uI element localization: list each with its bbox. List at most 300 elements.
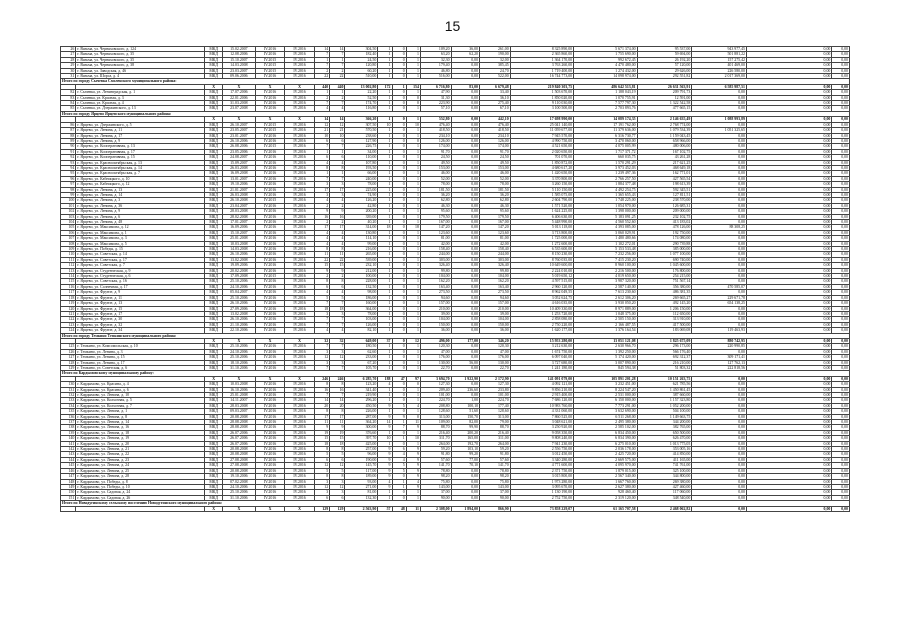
table-cell: 0 bbox=[406, 95, 420, 100]
table-cell: г. Ярцево, ул. Кооперативная, д. 13 bbox=[76, 144, 205, 149]
table-cell: 0,00 bbox=[747, 468, 832, 473]
table-cell: 167 102,75 bbox=[637, 149, 692, 154]
table-cell: 98,20 bbox=[420, 474, 451, 479]
table-cell: 4 bbox=[378, 479, 392, 484]
table-cell: 1 bbox=[378, 182, 392, 187]
table-cell: IV.2016 bbox=[285, 322, 315, 327]
table-cell: 1 bbox=[406, 106, 420, 111]
table-cell: 486 381,35 bbox=[637, 290, 692, 295]
table-cell: IV.2016 bbox=[255, 90, 285, 95]
table-cell: 244,00 bbox=[420, 252, 451, 257]
table-cell: 1 667 760,00 bbox=[574, 479, 637, 484]
table-cell: 1 bbox=[406, 133, 420, 138]
table-cell: г. Ярцево, ул. Ленина, д. 6 bbox=[76, 214, 205, 219]
table-cell: IV.2016 bbox=[255, 398, 285, 403]
table-cell: МКД bbox=[205, 420, 223, 425]
table-cell: 2 bbox=[314, 274, 329, 279]
table-cell: 2 960 120,00 bbox=[510, 284, 573, 289]
table-cell: г. Ярцево, ул. Студенческая, д. 9 bbox=[76, 268, 205, 273]
table-cell: 126,00 bbox=[345, 322, 378, 327]
table-cell: 0,00 bbox=[451, 349, 479, 354]
table-cell: 3 727 680,00 bbox=[510, 360, 573, 365]
table-cell: МКД bbox=[205, 268, 223, 273]
table-cell: 234,10 bbox=[480, 133, 511, 138]
table-cell: 4 393 085,00 bbox=[574, 225, 637, 230]
table-cell: 1 bbox=[378, 365, 392, 370]
table-cell: IV.2016 bbox=[255, 387, 285, 392]
table-cell: 17.09.2008 bbox=[222, 274, 255, 279]
table-cell: 24,50 bbox=[480, 155, 511, 160]
table-cell: IV.2016 bbox=[255, 365, 285, 370]
table-cell: 2 587 140,00 bbox=[574, 284, 637, 289]
table-cell: МКД bbox=[205, 106, 223, 111]
table-cell: 1 755 690,00 bbox=[574, 52, 637, 57]
table-cell: 0,00 bbox=[747, 90, 832, 95]
table-cell: IV.2016 bbox=[255, 403, 285, 408]
table-cell: 0,00 bbox=[832, 495, 850, 500]
table-cell: 176,00 bbox=[420, 355, 451, 360]
table-cell: 140 bbox=[61, 436, 76, 441]
table-cell: 62,20 bbox=[451, 52, 479, 57]
table-cell: 0,00 bbox=[747, 301, 832, 306]
table-cell: 1 879 015,00 bbox=[574, 468, 637, 473]
table-cell: 12 bbox=[314, 122, 329, 127]
table-cell: 0,00 bbox=[832, 349, 850, 354]
table-cell: МКД bbox=[205, 241, 223, 246]
table-cell: 0,00 bbox=[832, 165, 850, 170]
table-cell: 120 bbox=[61, 306, 76, 311]
table-cell: 0,00 bbox=[451, 490, 479, 495]
table-cell: 1 bbox=[406, 257, 420, 262]
table-cell: 480 006,00 bbox=[637, 144, 692, 149]
table-cell: 6 bbox=[392, 447, 406, 452]
table-cell: 0 bbox=[392, 317, 406, 322]
table-cell: 84 bbox=[61, 101, 76, 106]
table-cell: IV.2016 bbox=[255, 225, 285, 230]
table-cell: 0,00 bbox=[832, 301, 850, 306]
table-cell: 1 bbox=[406, 263, 420, 268]
table-cell: 0 bbox=[392, 355, 406, 360]
table-cell: 3 bbox=[314, 360, 329, 365]
table-cell: 0,00 bbox=[747, 247, 832, 252]
table-cell: г. Ярцево, ул. Фрунзе, д. 34 bbox=[76, 328, 205, 333]
table-cell: 7 bbox=[330, 365, 345, 370]
table-cell: 0,00 bbox=[832, 393, 850, 398]
table-cell: IV.2015 bbox=[255, 128, 285, 133]
table-cell: 0,00 bbox=[692, 349, 747, 354]
table-cell: 2 495 380,00 bbox=[574, 420, 637, 425]
table-cell: IV.2016 bbox=[255, 495, 285, 500]
table-cell: 9 bbox=[378, 447, 392, 452]
table-cell: 10.03.2008 bbox=[222, 382, 255, 387]
table-cell: 5 110 150,00 bbox=[510, 187, 573, 192]
table-cell: 0,00 bbox=[747, 317, 832, 322]
table-cell: 157,00 bbox=[420, 301, 451, 306]
table-cell: 0,00 bbox=[451, 263, 479, 268]
table-cell: 180,50 bbox=[345, 344, 378, 349]
table-cell: 17 191 762,00 bbox=[574, 122, 637, 127]
table-cell: 0,00 bbox=[747, 398, 832, 403]
table-cell: 1 bbox=[378, 106, 392, 111]
table-cell: 0,00 bbox=[747, 252, 832, 257]
table-cell: 130,00 bbox=[480, 360, 511, 365]
table-cell: 6 097 040,00 bbox=[510, 355, 573, 360]
table-cell: 75,80 bbox=[480, 479, 511, 484]
table-cell: 28 bbox=[61, 57, 76, 62]
table-cell: 37 bbox=[378, 338, 392, 343]
table-cell: 31 bbox=[61, 74, 76, 79]
table-cell: IV.2016 bbox=[255, 220, 285, 225]
table-cell: 9 bbox=[378, 414, 392, 419]
table-cell: 4 bbox=[314, 236, 329, 241]
table-cell: г. Ярцево, ул. Кооперативная, д. 17 bbox=[76, 149, 205, 154]
table-cell: IV.2016 bbox=[255, 479, 285, 484]
table-cell: 19.10.2006 bbox=[222, 474, 255, 479]
table-cell: 2 563,90 bbox=[345, 506, 378, 511]
table-cell: 1 bbox=[378, 311, 392, 316]
table-cell: 104,00 bbox=[420, 317, 451, 322]
table-cell: 0 bbox=[392, 122, 406, 127]
table-cell: 0,00 bbox=[692, 252, 747, 257]
table-cell: 0,00 bbox=[451, 133, 479, 138]
table-cell: 6 bbox=[314, 457, 329, 462]
table-cell: 78,00 bbox=[480, 182, 511, 187]
table-cell: 146 bbox=[61, 468, 76, 473]
table-cell: 1 bbox=[378, 241, 392, 246]
table-cell: 57,60 bbox=[480, 457, 511, 462]
table-cell: 81,00 bbox=[345, 490, 378, 495]
table-cell: 14 bbox=[314, 117, 329, 122]
table-cell: 2 766 257,50 bbox=[574, 176, 637, 181]
table-cell: 3 bbox=[330, 479, 345, 484]
table-cell: 1 bbox=[378, 268, 392, 273]
table-cell: IV.2016 bbox=[255, 187, 285, 192]
table-cell: 0 bbox=[392, 160, 406, 165]
table-cell: 1 bbox=[378, 355, 392, 360]
table-cell: 22.01.2006 bbox=[222, 95, 255, 100]
table-cell: 1 bbox=[406, 355, 420, 360]
table-cell: 0,00 bbox=[747, 192, 832, 197]
table-cell: 9 bbox=[378, 403, 392, 408]
table-cell: 117 bbox=[61, 290, 76, 295]
table-cell: 0,00 bbox=[692, 203, 747, 208]
table-cell: 28.08.2008 bbox=[222, 420, 255, 425]
table-cell: 10 bbox=[378, 122, 392, 127]
table-cell: 0,00 bbox=[692, 457, 747, 462]
table-cell: г. Сычевка, ул. Красная, д. 4 bbox=[76, 101, 205, 106]
table-cell: IV.2016 bbox=[285, 198, 315, 203]
table-cell: 106 bbox=[61, 230, 76, 235]
table-cell: 0,00 bbox=[832, 311, 850, 316]
table-cell: 4 bbox=[314, 241, 329, 246]
table-cell: 1 bbox=[406, 398, 420, 403]
table-cell: 47,00 bbox=[420, 349, 451, 354]
table-cell: 219 840 303,75 bbox=[510, 84, 573, 89]
table-cell: 0,00 bbox=[747, 176, 832, 181]
table-cell: 95 537,00 bbox=[637, 47, 692, 52]
table-cell: 0,00 bbox=[832, 403, 850, 408]
table-cell: 2 371 750,00 bbox=[510, 468, 573, 473]
table-cell: 4 bbox=[330, 236, 345, 241]
table-cell: X bbox=[205, 84, 223, 89]
table-cell: 6 bbox=[330, 155, 345, 160]
table-cell: 78,80 bbox=[420, 468, 451, 473]
table-cell: 1 bbox=[378, 279, 392, 284]
table-cell: 0,00 bbox=[451, 382, 479, 387]
table-cell: г. Ярцево, ул. Студенческая, д. 6 bbox=[76, 274, 205, 279]
table-cell: 27.08.2008 bbox=[222, 457, 255, 462]
table-cell: 1 bbox=[406, 74, 420, 79]
table-cell: 1 bbox=[406, 301, 420, 306]
table-cell: 510,00 bbox=[345, 74, 378, 79]
table-cell: 22.10.2006 bbox=[222, 328, 255, 333]
table-cell: 16.09.2006 bbox=[222, 225, 255, 230]
table-cell: 101,00 bbox=[480, 393, 511, 398]
table-cell: 0,00 bbox=[747, 447, 832, 452]
table-cell: 6 834 450,00 bbox=[574, 430, 637, 435]
table-cell: 233,80 bbox=[480, 387, 511, 392]
table-cell: г. Ярцево, ул. Дзержинского, д. 5 bbox=[76, 122, 205, 127]
table-cell: 0,00 bbox=[692, 192, 747, 197]
table-cell: 39,00 bbox=[480, 311, 511, 316]
table-cell: 5 bbox=[314, 452, 329, 457]
table-cell: 0,00 bbox=[451, 317, 479, 322]
table-cell: IV.2016 bbox=[285, 47, 315, 52]
table-cell: 1 bbox=[406, 306, 420, 311]
table-cell: 24.10.2006 bbox=[222, 349, 255, 354]
table-cell: 3 bbox=[330, 182, 345, 187]
table-cell: 1 159 043,45 bbox=[637, 133, 692, 138]
table-cell: 7 bbox=[330, 52, 345, 57]
table-cell: 1 bbox=[406, 198, 420, 203]
table-cell: 0,00 bbox=[747, 414, 832, 419]
table-cell: 16 bbox=[330, 214, 345, 219]
table-cell: 0,00 bbox=[832, 290, 850, 295]
table-cell: X bbox=[285, 376, 315, 381]
table-cell: 150 bbox=[61, 490, 76, 495]
table-cell: 8 bbox=[330, 382, 345, 387]
table-cell: 442,10 bbox=[480, 117, 511, 122]
table-cell: 174,00 bbox=[420, 144, 451, 149]
table-cell: МКД bbox=[205, 122, 223, 127]
table-cell: X bbox=[255, 376, 285, 381]
table-cell: X bbox=[255, 338, 285, 343]
table-cell: 8 bbox=[314, 279, 329, 284]
table-cell: 05.04.2007 bbox=[222, 290, 255, 295]
table-cell: 150,00 bbox=[480, 322, 511, 327]
table-cell: 264,00 bbox=[480, 441, 511, 446]
table-cell: 115 bbox=[61, 279, 76, 284]
table-cell: 0,00 bbox=[747, 360, 832, 365]
table-cell: 1 bbox=[406, 220, 420, 225]
table-cell: 246 bbox=[314, 376, 329, 381]
table-cell: 1 bbox=[378, 349, 392, 354]
table-cell: 0,00 bbox=[832, 160, 850, 165]
table-cell: 141 091 079,00 bbox=[510, 376, 573, 381]
table-cell: 158,40 bbox=[420, 247, 451, 252]
table-cell: 25.10.2006 bbox=[222, 295, 255, 300]
table-cell: 313,00 bbox=[420, 414, 451, 419]
table-cell: 0 bbox=[392, 63, 406, 68]
table-cell: 0,00 bbox=[692, 182, 747, 187]
table-cell: г. Темкино, ул. Ленина, д. 17 bbox=[76, 360, 205, 365]
table-cell: 107 bbox=[61, 236, 76, 241]
table-cell: 81,00 bbox=[480, 236, 511, 241]
table-cell: 0,00 bbox=[451, 274, 479, 279]
table-cell: МКД bbox=[205, 63, 223, 68]
table-cell: г. Ярцево, ул. Советская, д. 16 bbox=[76, 279, 205, 284]
table-cell: г. Кардымово, ул. Садовая, д. 26 bbox=[76, 495, 205, 500]
table-cell: 3 100 500,00 bbox=[510, 106, 573, 111]
table-cell: 226,75 bbox=[345, 144, 378, 149]
table-cell: 190,00 bbox=[480, 52, 511, 57]
table-cell: 1 bbox=[406, 268, 420, 273]
table-cell: 1 bbox=[406, 68, 420, 73]
table-cell: IV.2016 bbox=[255, 430, 285, 435]
table-cell: 12 bbox=[406, 338, 420, 343]
table-cell: 0,00 bbox=[747, 52, 832, 57]
table-cell: IV.2016 bbox=[285, 279, 315, 284]
table-cell: 516,00 bbox=[420, 74, 451, 79]
table-cell: IV.2016 bbox=[255, 149, 285, 154]
table-cell: 0,00 bbox=[747, 441, 832, 446]
table-cell: 0,00 bbox=[747, 268, 832, 273]
table-cell: 18 bbox=[378, 225, 392, 230]
table-cell: 228,00 bbox=[345, 279, 378, 284]
table-cell: 23.03.2007 bbox=[222, 68, 255, 73]
table-cell: 0,00 bbox=[832, 52, 850, 57]
table-cell: 82 bbox=[61, 90, 76, 95]
table-cell: 4 bbox=[314, 160, 329, 165]
table-cell: 92 bbox=[61, 155, 76, 160]
table-cell: 8 bbox=[330, 279, 345, 284]
table-cell: МКД bbox=[205, 165, 223, 170]
table-cell: 1 571 520,00 bbox=[510, 203, 573, 208]
table-cell: 32,30 bbox=[420, 57, 451, 62]
table-cell: 28.08.2008 bbox=[222, 425, 255, 430]
table-cell: 176,00 bbox=[480, 355, 511, 360]
table-cell: 109 bbox=[61, 247, 76, 252]
table-cell: 11 bbox=[314, 420, 329, 425]
table-cell: 344 800,00 bbox=[637, 474, 692, 479]
table-cell: 1 bbox=[406, 295, 420, 300]
table-cell: 0,00 bbox=[692, 430, 747, 435]
table-cell: 0,00 bbox=[832, 84, 850, 89]
table-cell: 1 bbox=[378, 490, 392, 495]
table-cell: 2 172,90 bbox=[480, 376, 511, 381]
table-cell: 95 bbox=[61, 171, 76, 176]
table-cell: 130,00 bbox=[420, 360, 451, 365]
table-cell: 31.03.2008 bbox=[222, 101, 255, 106]
table-cell: 269 380,00 bbox=[637, 479, 692, 484]
table-cell: IV.2016 bbox=[285, 452, 315, 457]
table-cell: 1 bbox=[406, 430, 420, 435]
table-cell: 0,00 bbox=[832, 74, 850, 79]
table-cell: 0,00 bbox=[832, 236, 850, 241]
table-cell: 9 bbox=[314, 425, 329, 430]
table-cell: 0,00 bbox=[832, 338, 850, 343]
table-cell: 271,00 bbox=[345, 484, 378, 489]
table-cell: 6 bbox=[330, 495, 345, 500]
table-cell: 0,00 bbox=[747, 328, 832, 333]
table-cell: 0,00 bbox=[832, 430, 850, 435]
table-cell: 95,60 bbox=[420, 209, 451, 214]
table-cell: 0,00 bbox=[692, 138, 747, 143]
table-cell: 83 bbox=[61, 95, 76, 100]
table-cell: 59,20 bbox=[420, 447, 451, 452]
table-cell: 7 bbox=[330, 344, 345, 349]
table-cell: 570,50 bbox=[345, 128, 378, 133]
table-cell: МКД bbox=[205, 490, 223, 495]
table-cell: IV.2016 bbox=[285, 63, 315, 68]
table-cell: 264,00 bbox=[420, 441, 451, 446]
table-cell: г. Ярцево, ул. Фрунзе, д. 17 bbox=[76, 311, 205, 316]
table-cell: 226 580,00 bbox=[692, 68, 747, 73]
table-cell: 0,00 bbox=[832, 279, 850, 284]
table-cell: 28.03.2008 bbox=[222, 403, 255, 408]
table-cell: 225,00 bbox=[345, 187, 378, 192]
table-cell: 101,00 bbox=[420, 393, 451, 398]
table-cell: 3 470 060,00 bbox=[574, 138, 637, 143]
table-cell: 102 bbox=[61, 209, 76, 214]
table-cell: 0 bbox=[392, 398, 406, 403]
table-cell: 6 535 600,00 bbox=[510, 247, 573, 252]
table-cell: г. Вязьма, ул. Черняховского, д. 124 bbox=[76, 47, 205, 52]
table-cell: 2 bbox=[314, 203, 329, 208]
table-cell: IV.2016 bbox=[255, 279, 285, 284]
table-cell: 17 bbox=[330, 225, 345, 230]
table-cell: IV.2016 bbox=[255, 209, 285, 214]
table-cell: 0,00 bbox=[747, 122, 832, 127]
table-cell: 1 bbox=[378, 57, 392, 62]
table-cell: 98,20 bbox=[480, 474, 511, 479]
table-cell: 46,30 bbox=[480, 203, 511, 208]
table-cell: 0,00 bbox=[832, 106, 850, 111]
table-cell: г. Вязьма, ул. Заводская, д. 46 bbox=[76, 68, 205, 73]
table-cell: 127,30 bbox=[480, 382, 511, 387]
table-cell: 1 bbox=[378, 192, 392, 197]
table-cell: 17 bbox=[314, 225, 329, 230]
table-cell: МКД bbox=[205, 263, 223, 268]
table-cell: 94,60 bbox=[480, 295, 511, 300]
table-cell: 0,00 bbox=[832, 436, 850, 441]
table-cell: 2 915 400,00 bbox=[510, 393, 573, 398]
table-cell: 1 bbox=[378, 252, 392, 257]
table-cell: 0,00 bbox=[832, 328, 850, 333]
table-cell: 179,40 bbox=[420, 63, 451, 68]
table-cell: 0,00 bbox=[747, 349, 832, 354]
table-cell: 413 183,02 bbox=[637, 220, 692, 225]
table-cell: 1 717 371,72 bbox=[574, 149, 637, 154]
table-cell: 0,00 bbox=[451, 236, 479, 241]
table-cell: 12 bbox=[330, 463, 345, 468]
table-cell: 0,00 bbox=[692, 376, 747, 381]
table-cell: 2 146 635,49 bbox=[637, 117, 692, 122]
table-cell: 78,00 bbox=[345, 311, 378, 316]
table-cell: г. Ярцево, ул. Ленина, д. 48 bbox=[76, 220, 205, 225]
table-cell: 0,00 bbox=[832, 47, 850, 52]
table-cell: 17 bbox=[330, 414, 345, 419]
table-cell: 31.10.2006 bbox=[222, 495, 255, 500]
table-cell: 18 bbox=[330, 306, 345, 311]
table-cell: 8 760 035,00 bbox=[510, 257, 573, 262]
table-cell: 0,00 bbox=[692, 165, 747, 170]
table-cell: 0,00 bbox=[832, 457, 850, 462]
table-cell: 226,00 bbox=[345, 409, 378, 414]
table-cell: IV.2016 bbox=[255, 247, 285, 252]
table-cell: 2 556 750,00 bbox=[510, 447, 573, 452]
table-cell: 1 bbox=[392, 436, 406, 441]
